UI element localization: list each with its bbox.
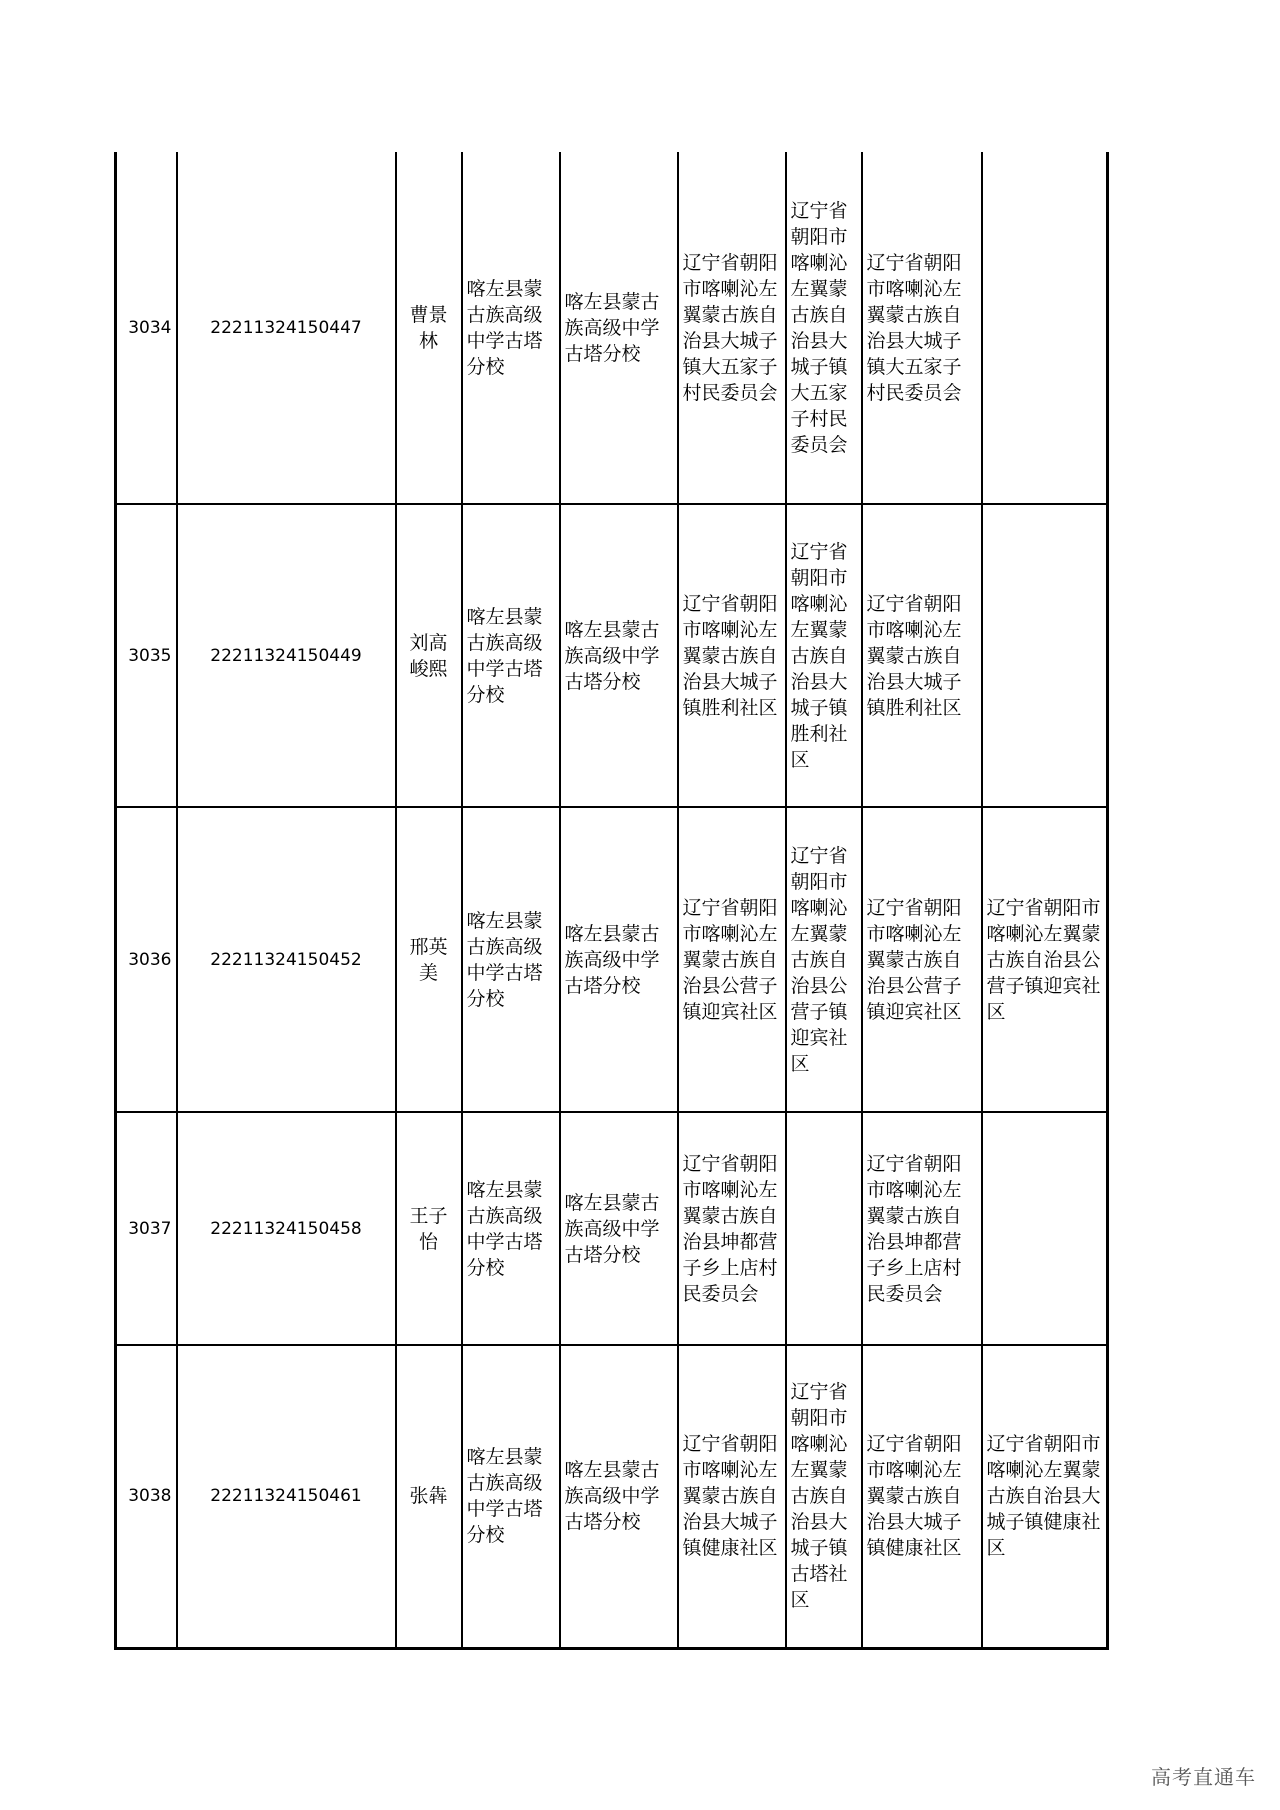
name-cell: 邢英美 — [396, 807, 462, 1112]
seq-cell: 3036 — [116, 807, 177, 1112]
id-cell: 22211324150449 — [177, 504, 396, 807]
seq-cell: 3037 — [116, 1112, 177, 1345]
school-cell: 喀左县蒙古族高级中学古塔分校 — [462, 1112, 560, 1345]
table-row — [116, 1112, 1108, 1345]
school-cell-2: 喀左县蒙古族高级中学古塔分校 — [560, 504, 678, 807]
address-cell-2: 辽宁省朝阳市喀喇沁左翼蒙古族自治县大城子镇胜利社区 — [786, 504, 862, 807]
school-cell-2: 喀左县蒙古族高级中学古塔分校 — [560, 152, 678, 504]
address-cell-4: 辽宁省朝阳市喀喇沁左翼蒙古族自治县公营子镇迎宾社区 — [982, 807, 1108, 1112]
address-cell-1: 辽宁省朝阳市喀喇沁左翼蒙古族自治县大城子镇胜利社区 — [678, 504, 786, 807]
address-cell-2 — [786, 1112, 862, 1345]
address-cell-4: 辽宁省朝阳市喀喇沁左翼蒙古族自治县大城子镇健康社区 — [982, 1345, 1108, 1648]
address-cell-2: 辽宁省朝阳市喀喇沁左翼蒙古族自治县大城子镇大五家子村民委员会 — [786, 152, 862, 504]
name-cell: 曹景林 — [396, 152, 462, 504]
address-cell-2: 辽宁省朝阳市喀喇沁左翼蒙古族自治县大城子镇古塔社区 — [786, 1345, 862, 1648]
name-cell: 刘高峻熙 — [396, 504, 462, 807]
school-cell-2: 喀左县蒙古族高级中学古塔分校 — [560, 1112, 678, 1345]
id-cell: 22211324150458 — [177, 1112, 396, 1345]
address-cell-1: 辽宁省朝阳市喀喇沁左翼蒙古族自治县公营子镇迎宾社区 — [678, 807, 786, 1112]
name-cell: 王子怡 — [396, 1112, 462, 1345]
address-cell-3: 辽宁省朝阳市喀喇沁左翼蒙古族自治县大城子镇胜利社区 — [862, 504, 982, 807]
id-cell: 22211324150452 — [177, 807, 396, 1112]
school-cell: 喀左县蒙古族高级中学古塔分校 — [462, 504, 560, 807]
address-cell-3: 辽宁省朝阳市喀喇沁左翼蒙古族自治县坤都营子乡上店村民委员会 — [862, 1112, 982, 1345]
address-cell-1: 辽宁省朝阳市喀喇沁左翼蒙古族自治县大城子镇健康社区 — [678, 1345, 786, 1648]
table-row — [116, 504, 1108, 807]
address-cell-4 — [982, 1112, 1108, 1345]
student-table — [114, 152, 1109, 1650]
address-cell-4 — [982, 504, 1108, 807]
id-cell: 22211324150461 — [177, 1345, 396, 1648]
school-cell: 喀左县蒙古族高级中学古塔分校 — [462, 152, 560, 504]
table-row — [116, 152, 1108, 504]
address-cell-3: 辽宁省朝阳市喀喇沁左翼蒙古族自治县大城子镇大五家子村民委员会 — [862, 152, 982, 504]
id-cell: 22211324150447 — [177, 152, 396, 504]
address-cell-3: 辽宁省朝阳市喀喇沁左翼蒙古族自治县公营子镇迎宾社区 — [862, 807, 982, 1112]
name-cell: 张犇 — [396, 1345, 462, 1648]
table-row — [116, 1345, 1108, 1648]
seq-cell: 3038 — [116, 1345, 177, 1648]
watermark-text: 高考直通车 — [1151, 1765, 1256, 1789]
address-cell-2: 辽宁省朝阳市喀喇沁左翼蒙古族自治县公营子镇迎宾社区 — [786, 807, 862, 1112]
address-cell-1: 辽宁省朝阳市喀喇沁左翼蒙古族自治县坤都营子乡上店村民委员会 — [678, 1112, 786, 1345]
school-cell: 喀左县蒙古族高级中学古塔分校 — [462, 807, 560, 1112]
table-row — [116, 807, 1108, 1112]
address-cell-4 — [982, 152, 1108, 504]
address-cell-1: 辽宁省朝阳市喀喇沁左翼蒙古族自治县大城子镇大五家子村民委员会 — [678, 152, 786, 504]
seq-cell: 3034 — [116, 152, 177, 504]
school-cell: 喀左县蒙古族高级中学古塔分校 — [462, 1345, 560, 1648]
school-cell-2: 喀左县蒙古族高级中学古塔分校 — [560, 807, 678, 1112]
school-cell-2: 喀左县蒙古族高级中学古塔分校 — [560, 1345, 678, 1648]
seq-cell: 3035 — [116, 504, 177, 807]
address-cell-3: 辽宁省朝阳市喀喇沁左翼蒙古族自治县大城子镇健康社区 — [862, 1345, 982, 1648]
